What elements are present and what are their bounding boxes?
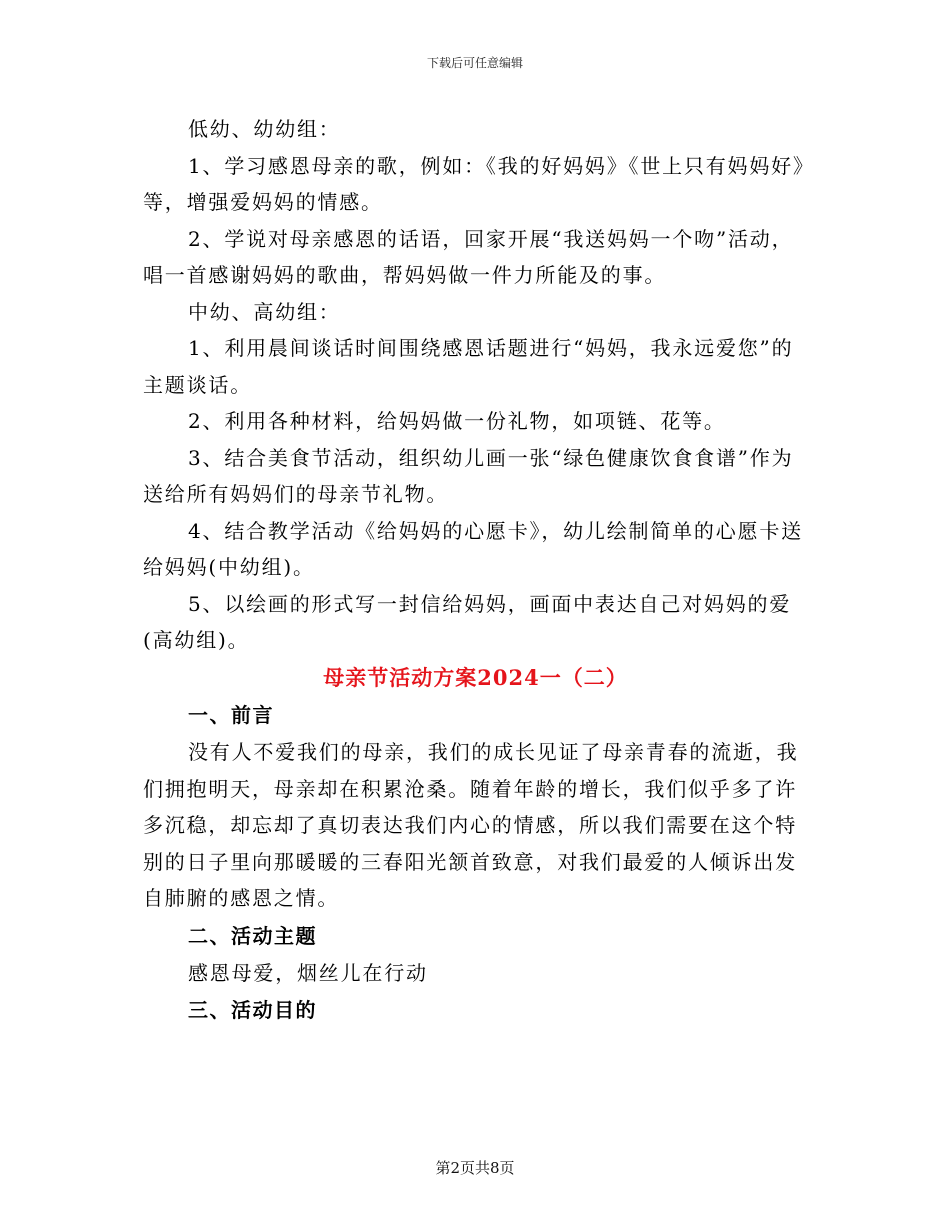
paragraph-item-mid-4: 4、结合教学活动《给妈妈的心愿卡》，幼儿绘制简单的心愿卡送给妈妈(中幼组)。 — [143, 518, 803, 579]
section-title: 母亲节活动方案2024一（二） — [323, 664, 628, 690]
page-header: 下载后可任意编辑 — [426, 56, 523, 70]
paragraph-group-mid: 中幼、高幼组： — [188, 299, 341, 324]
paragraph-item-mid-1: 1、利用晨间谈话时间围绕感恩话题进行“妈妈，我永远爱您”的主题谈话。 — [143, 336, 794, 397]
paragraph-item-mid-2: 2、利用各种材料，给妈妈做一份礼物，如项链、花等。 — [188, 409, 726, 433]
document-body — [143, 111, 808, 1029]
paragraph-item-2: 2、学说对母亲感恩的话语，回家开展“我送妈妈一个吻”活动，唱一首感谢妈妈的歌曲，帮妈妈做一件力所能及的事。 — [143, 226, 794, 287]
paragraph-theme: 感恩母爱，烟丝儿在行动 — [188, 960, 428, 985]
paragraph-item-1: 1、学习感恩母亲的歌，例如：《我的好妈妈》《世上只有妈妈好》等，增强爱妈妈的情感。 — [143, 153, 805, 214]
paragraph-preface: 没有人不爱我们的母亲，我们的成长见证了母亲青春的流逝，我们拥抱明天，母亲却在积累沧桑。随着年龄的增长，我们似乎多了许多沉稳，却忘却了真切表达我们内心的情感，所以我们需要在这个特别的日子里向那暖暖的三春阳光颔首致意，对我们最爱的人倾诉出发自肺腑的感恩之情。 — [143, 740, 799, 910]
heading-purpose: 三、活动目的 — [188, 998, 317, 1022]
heading-preface: 一、前言 — [188, 703, 274, 727]
heading-theme: 二、活动主题 — [188, 923, 317, 948]
paragraph-item-mid-5: 5、以绘画的形式写一封信给妈妈，画面中表达自己对妈妈的爱(高幼组)。 — [143, 591, 792, 652]
paragraph-item-mid-3: 3、结合美食节活动，组织幼儿画一张“绿色健康饮食食谱”作为送给所有妈妈们的母亲节礼物。 — [143, 445, 794, 506]
paragraph-group-low: 低幼、幼幼组： — [188, 117, 341, 141]
page-footer: 第2页共8页 — [435, 1159, 515, 1177]
